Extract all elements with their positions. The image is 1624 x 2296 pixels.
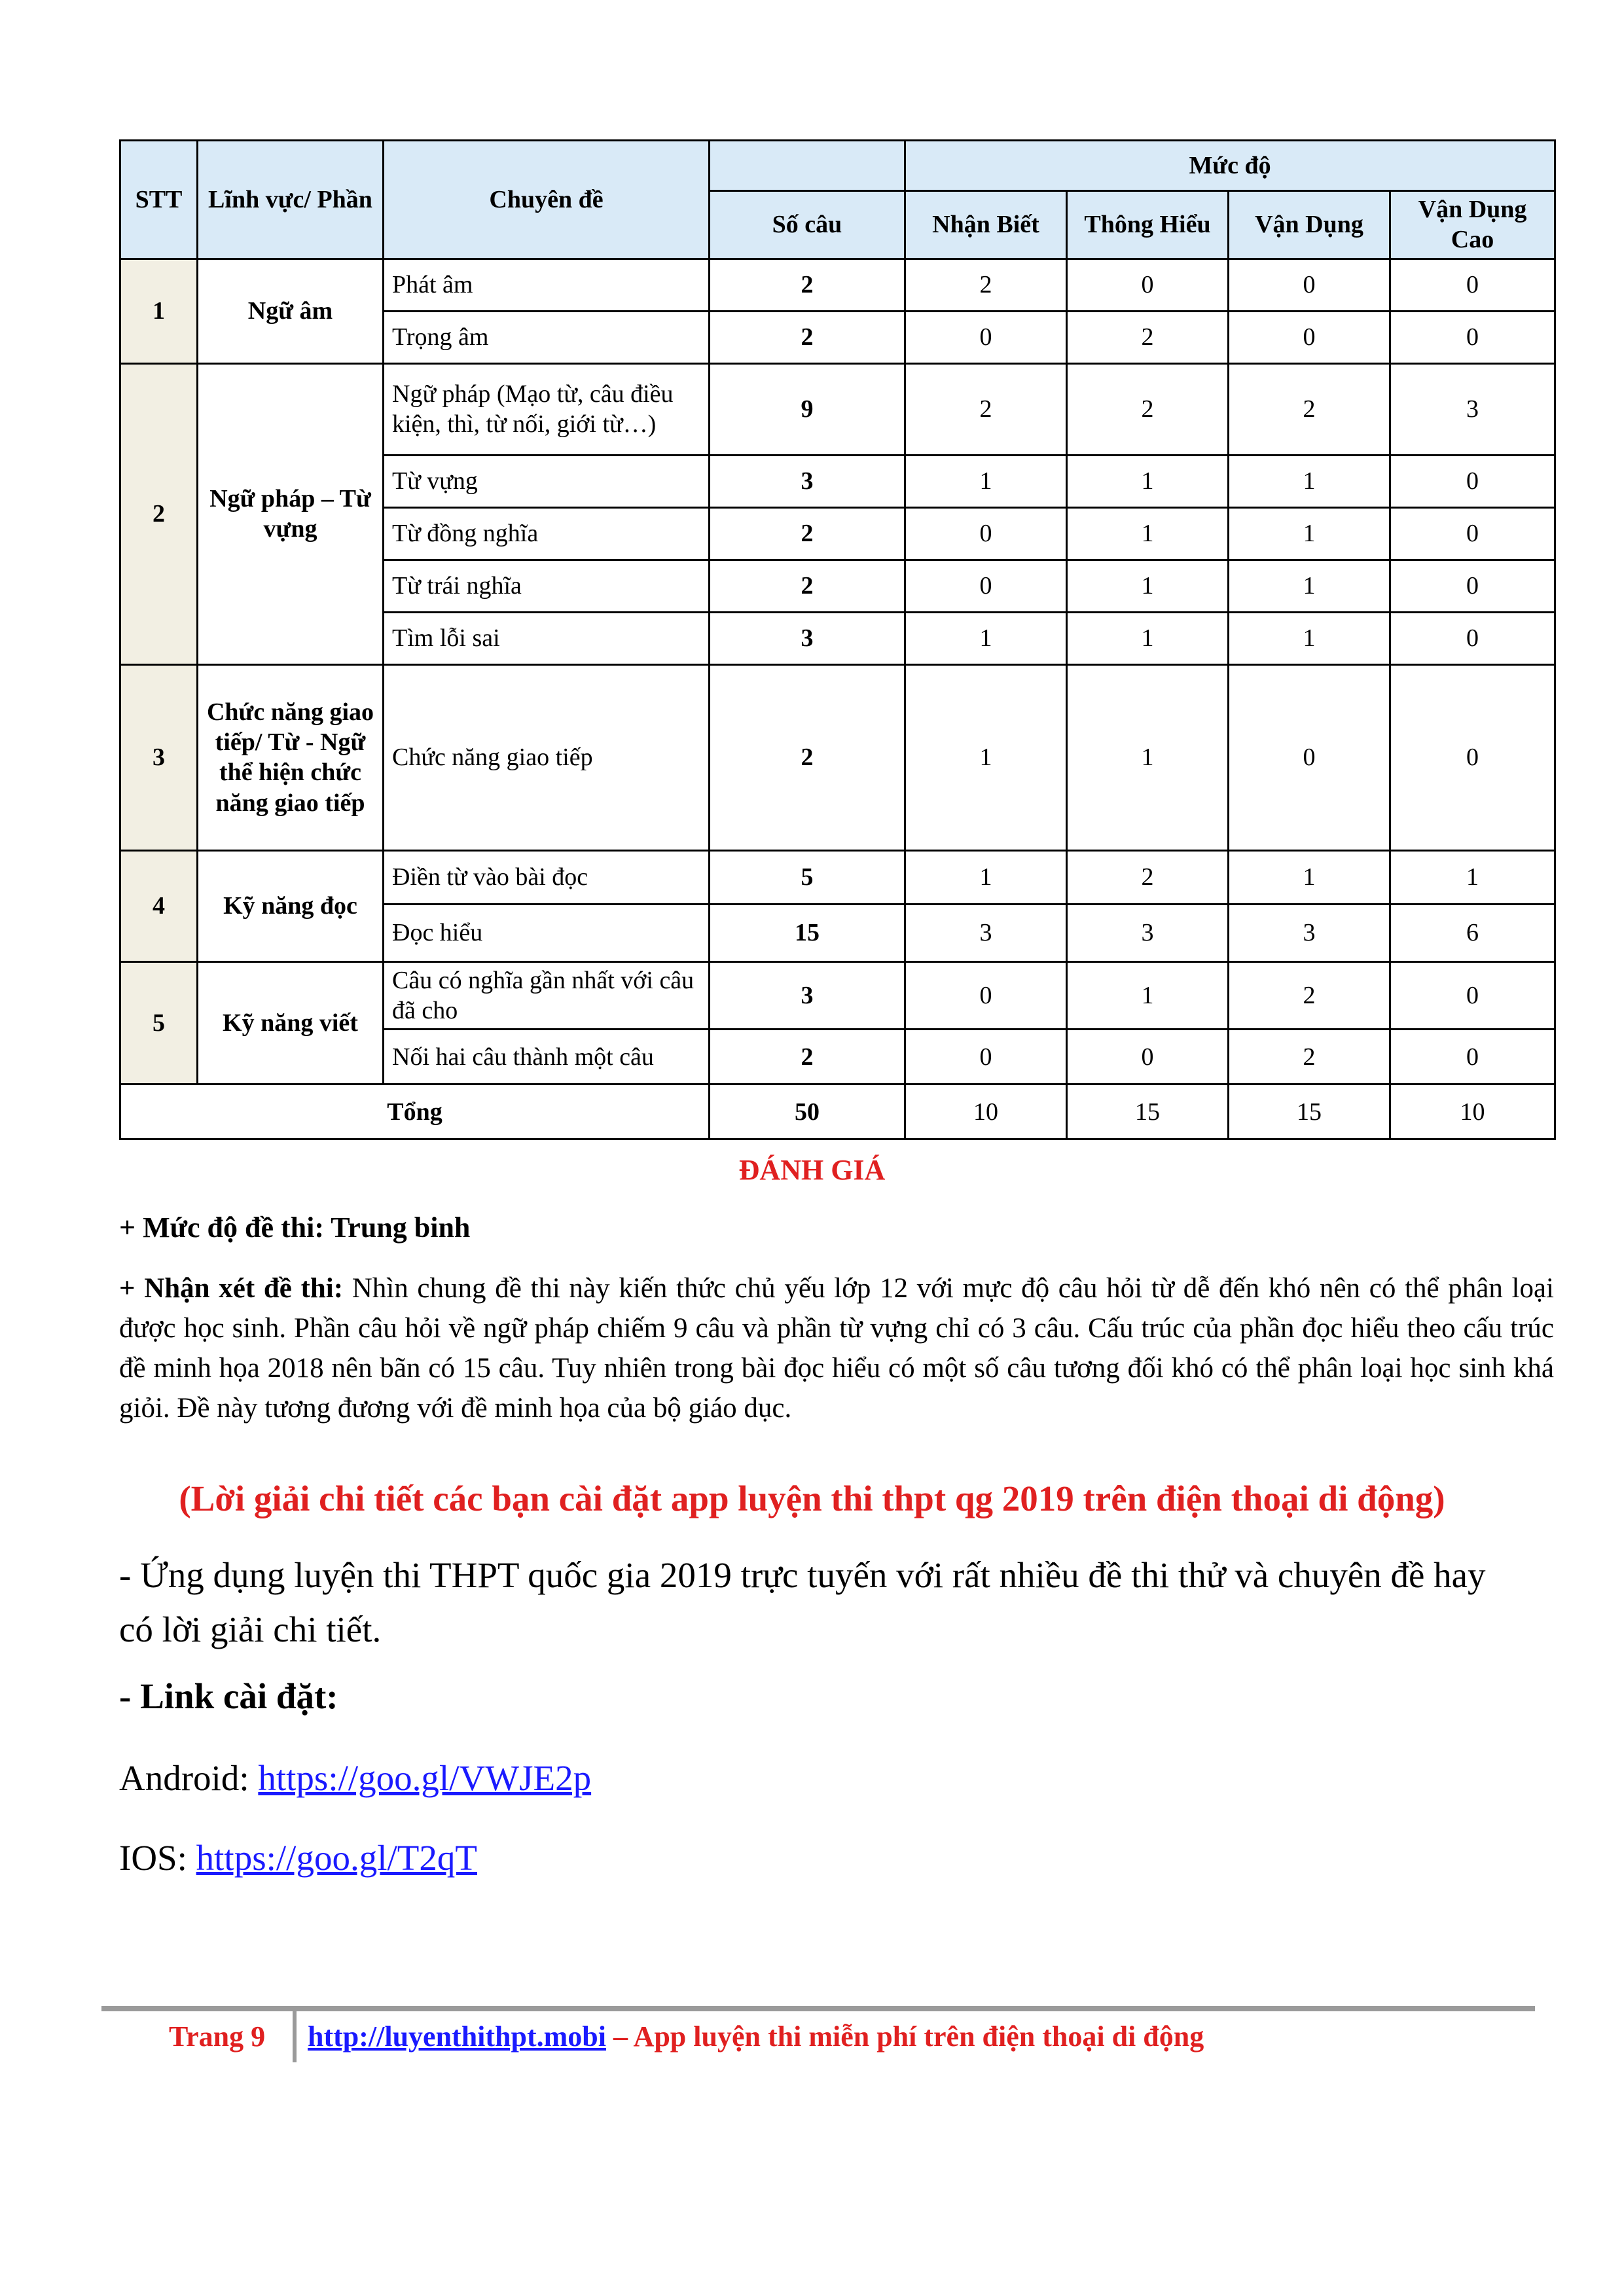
row-topic: Tìm lỗi sai bbox=[384, 612, 710, 664]
exam-matrix-table bbox=[119, 139, 1556, 1140]
footer-text bbox=[308, 2020, 1204, 2053]
row-topic: Nối hai câu thành một câu bbox=[384, 1030, 710, 1085]
app-description: - Ứng dụng luyện thi THPT quốc gia 2019 trực tuyến với rất nhiều đề thi thử và chuyên đề hay có lời giải chi tiết. bbox=[119, 1555, 1486, 1649]
header-level-group: Mức độ bbox=[905, 141, 1555, 191]
ios-line bbox=[119, 1837, 477, 1878]
row-level: 0 bbox=[1390, 259, 1555, 311]
row-level: 2 bbox=[1067, 363, 1229, 455]
group-area: Ngữ pháp – Từ vựng bbox=[198, 363, 384, 664]
header-topic: Chuyên đề bbox=[384, 141, 710, 259]
row-level: 2 bbox=[1229, 363, 1390, 455]
row-level: 1 bbox=[1229, 560, 1390, 612]
header-count-spacer bbox=[710, 141, 905, 191]
row-level: 0 bbox=[1390, 612, 1555, 664]
row-level: 1 bbox=[1067, 612, 1229, 664]
header-level-recognize: Nhận Biết bbox=[905, 191, 1067, 259]
header-stt: STT bbox=[120, 141, 198, 259]
row-level: 1 bbox=[1229, 455, 1390, 507]
header-level-advanced: Vận Dụng Cao bbox=[1390, 191, 1555, 259]
row-topic: Trọng âm bbox=[384, 311, 710, 363]
group-area: Ngữ âm bbox=[198, 259, 384, 363]
row-level: 1 bbox=[1067, 961, 1229, 1030]
row-topic: Đọc hiểu bbox=[384, 904, 710, 961]
remark-text: Nhìn chung đề thi này kiến thức chủ yếu lớp 12 với mực độ câu hỏi từ dễ đến khó nên có thể phân loại được học sinh. Phần câu hỏi về ngữ pháp chiếm 9 câu và phần từ vựng chỉ có 3 câu. Cấu trúc của phần đọc hiểu theo cấu trúc đề minh họa 2018 nên bãn có 15 câu. Tuy nhiên trong bài đọc hiểu có một số câu tương đối khó có thể phân loại học sinh khá giỏi. Đề này tương đương với đề minh họa của bộ giáo dục. bbox=[119, 1273, 1554, 1424]
table-body bbox=[120, 259, 1555, 1139]
row-level: 1 bbox=[905, 455, 1067, 507]
row-level: 1 bbox=[1390, 850, 1555, 904]
row-level: 1 bbox=[1067, 507, 1229, 560]
row-level: 0 bbox=[1390, 560, 1555, 612]
row-topic: Từ đồng nghĩa bbox=[384, 507, 710, 560]
android-label: Android: bbox=[119, 1758, 259, 1798]
row-level: 0 bbox=[1229, 259, 1390, 311]
solution-note: (Lời giải chi tiết các bạn cài đặt app luyện thi thpt qg 2019 trên điện thoại di động) bbox=[179, 1479, 1445, 1518]
row-count: 3 bbox=[710, 455, 905, 507]
row-level: 3 bbox=[1390, 363, 1555, 455]
total-row bbox=[120, 1085, 1555, 1139]
group-area: Chức năng giao tiếp/ Từ - Ngữ thể hiện chức năng giao tiếp bbox=[198, 664, 384, 850]
header-level-apply: Vận Dụng bbox=[1229, 191, 1390, 259]
row-level: 1 bbox=[1067, 664, 1229, 850]
row-level: 0 bbox=[1390, 455, 1555, 507]
row-level: 0 bbox=[905, 507, 1067, 560]
row-topic: Ngữ pháp (Mạo từ, câu điều kiện, thì, từ nối, giới từ…) bbox=[384, 363, 710, 455]
total-label: Tổng bbox=[120, 1085, 710, 1139]
row-topic: Điền từ vào bài đọc bbox=[384, 850, 710, 904]
group-stt: 5 bbox=[120, 961, 198, 1085]
row-count: 15 bbox=[710, 904, 905, 961]
row-level: 1 bbox=[1067, 560, 1229, 612]
row-level: 0 bbox=[1390, 311, 1555, 363]
row-level: 1 bbox=[905, 850, 1067, 904]
row-count: 2 bbox=[710, 311, 905, 363]
row-level: 2 bbox=[905, 259, 1067, 311]
row-level: 6 bbox=[1390, 904, 1555, 961]
total-level: 15 bbox=[1229, 1085, 1390, 1139]
row-level: 1 bbox=[1229, 507, 1390, 560]
row-count: 3 bbox=[710, 612, 905, 664]
row-topic: Chức năng giao tiếp bbox=[384, 664, 710, 850]
row-level: 0 bbox=[1229, 311, 1390, 363]
row-level: 0 bbox=[1390, 507, 1555, 560]
row-topic: Câu có nghĩa gần nhất với câu đã cho bbox=[384, 961, 710, 1030]
row-level: 0 bbox=[1229, 664, 1390, 850]
android-link[interactable]: https://goo.gl/VWJE2p bbox=[258, 1758, 592, 1798]
table-header bbox=[120, 141, 1555, 259]
remark-label: + Nhận xét đề thi: bbox=[119, 1273, 344, 1304]
group-stt: 1 bbox=[120, 259, 198, 363]
total-level: 10 bbox=[1390, 1085, 1555, 1139]
row-level: 1 bbox=[905, 664, 1067, 850]
row-level: 2 bbox=[905, 363, 1067, 455]
evaluation-heading: ĐÁNH GIÁ bbox=[738, 1154, 886, 1186]
total-level: 10 bbox=[905, 1085, 1067, 1139]
row-count: 2 bbox=[710, 664, 905, 850]
ios-label: IOS: bbox=[119, 1838, 196, 1878]
row-count: 2 bbox=[710, 507, 905, 560]
table-row bbox=[120, 363, 1555, 455]
row-topic: Từ vựng bbox=[384, 455, 710, 507]
row-level: 2 bbox=[1229, 961, 1390, 1030]
row-count: 2 bbox=[710, 1030, 905, 1085]
table-row bbox=[120, 259, 1555, 311]
group-area: Kỹ năng viết bbox=[198, 961, 384, 1085]
footer-page-number: Trang 9 bbox=[169, 2020, 266, 2053]
ios-link[interactable]: https://goo.gl/T2qT bbox=[196, 1838, 477, 1878]
row-level: 3 bbox=[1229, 904, 1390, 961]
row-count: 2 bbox=[710, 560, 905, 612]
row-level: 0 bbox=[1390, 1030, 1555, 1085]
group-stt: 2 bbox=[120, 363, 198, 664]
row-level: 0 bbox=[1390, 961, 1555, 1030]
header-count: Số câu bbox=[710, 191, 905, 259]
row-topic: Phát âm bbox=[384, 259, 710, 311]
row-level: 0 bbox=[1067, 1030, 1229, 1085]
group-stt: 3 bbox=[120, 664, 198, 850]
difficulty-line: + Mức độ đề thi: Trung binh bbox=[119, 1211, 471, 1244]
row-level: 1 bbox=[1229, 612, 1390, 664]
footer-site-link[interactable]: http://luyenthithpt.mobi bbox=[308, 2020, 606, 2053]
row-count: 3 bbox=[710, 961, 905, 1030]
row-level: 0 bbox=[1067, 259, 1229, 311]
row-level: 0 bbox=[905, 560, 1067, 612]
row-count: 2 bbox=[710, 259, 905, 311]
row-count: 9 bbox=[710, 363, 905, 455]
remark-paragraph bbox=[119, 1268, 1554, 1428]
row-level: 2 bbox=[1229, 1030, 1390, 1085]
android-line bbox=[119, 1757, 591, 1799]
row-level: 2 bbox=[1067, 311, 1229, 363]
row-level: 1 bbox=[1067, 455, 1229, 507]
row-topic: Từ trái nghĩa bbox=[384, 560, 710, 612]
row-level: 0 bbox=[905, 961, 1067, 1030]
footer-rule bbox=[101, 2006, 1535, 2011]
group-stt: 4 bbox=[120, 850, 198, 961]
table-row bbox=[120, 961, 1555, 1030]
row-level: 1 bbox=[905, 612, 1067, 664]
row-count: 5 bbox=[710, 850, 905, 904]
row-level: 3 bbox=[1067, 904, 1229, 961]
row-level: 0 bbox=[1390, 664, 1555, 850]
total-level: 15 bbox=[1067, 1085, 1229, 1139]
row-level: 3 bbox=[905, 904, 1067, 961]
group-area: Kỹ năng đọc bbox=[198, 850, 384, 961]
header-level-understand: Thông Hiểu bbox=[1067, 191, 1229, 259]
row-level: 1 bbox=[1229, 850, 1390, 904]
header-area: Lĩnh vực/ Phần bbox=[198, 141, 384, 259]
total-count: 50 bbox=[710, 1085, 905, 1139]
row-level: 0 bbox=[905, 1030, 1067, 1085]
table-row bbox=[120, 664, 1555, 850]
table-row bbox=[120, 850, 1555, 904]
footer-separator bbox=[293, 2011, 297, 2062]
link-heading: - Link cài đặt: bbox=[119, 1676, 338, 1716]
row-level: 2 bbox=[1067, 850, 1229, 904]
row-level: 0 bbox=[905, 311, 1067, 363]
footer-tagline: – App luyện thi miễn phí trên điện thoại di động bbox=[605, 2020, 1204, 2053]
